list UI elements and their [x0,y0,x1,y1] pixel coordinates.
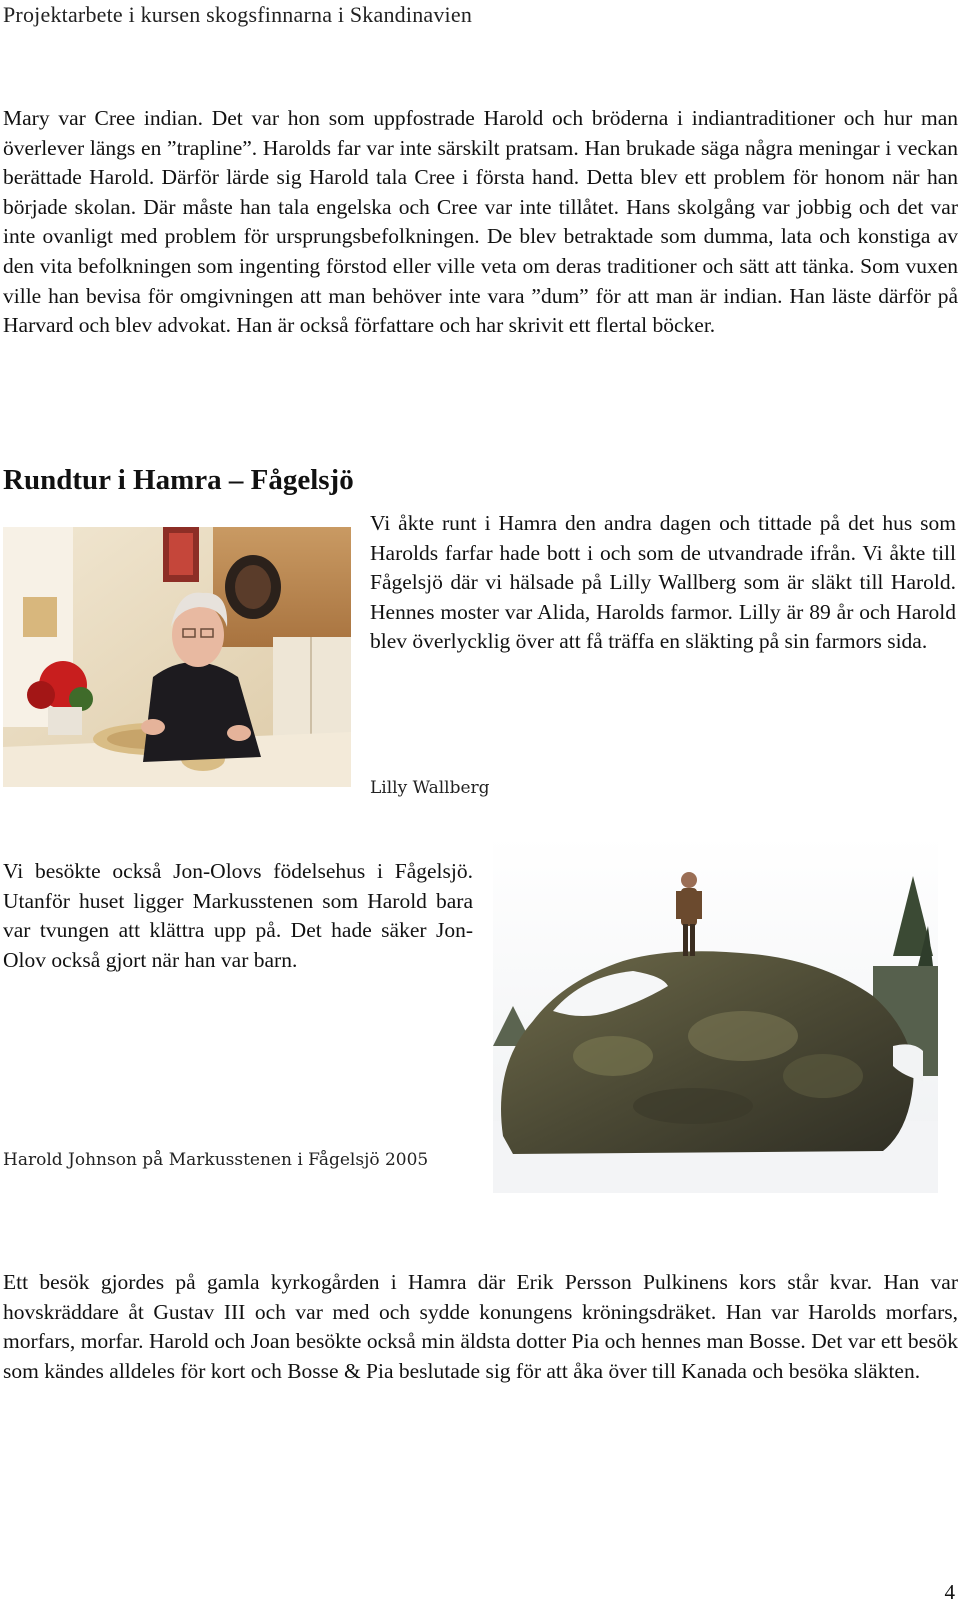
churchyard-paragraph: Ett besök gjordes på gamla kyrkogården i Hamra där Erik Persson Pulkinens kors står kvar. Han var hovskräddare åt Gustav III och var med och sydde konungens kröningsdräket. Han var Harolds morfars, morfars, morfar. Harold och Joan besökte också min äldsta dotter Pia och hennes man Bosse. Det var ett besök som kändes alldeles för kort och Bosse & Pia beslutade sig för att åka över till Kanada och besöka släkten. [3,1270,958,1383]
page-number: 4 [944,1580,955,1604]
photo-lilly-wallberg [3,527,351,787]
birthplace-paragraph: Vi besökte också Jon-Olovs födelsehus i Fågelsjö. Utanför huset ligger Markusstenen som Harold bara var tvungen att klättra upp på. Det hade säker Jon-Olov också gjort när han var barn. [3,859,473,972]
photo-caption-lilly: Lilly Wallberg [370,778,490,798]
section-heading: Rundtur i Hamra – Fågelsjö [3,464,354,496]
lilly-kitchen-illustration [3,527,351,787]
running-header: Projektarbete i kursen skogsfinnarna i Skandinavien [3,2,473,27]
intro-paragraph: Mary var Cree indian. Det var hon som uppfostrade Harold och bröderna i indiantraditioner och hur man överlever längs en ”trapline”. Harolds far var inte särskilt pratsam. Han brukade säga några meningar i veckan berättade Harold. Därför lärde sig Harold tala Cree i första hand. Detta blev ett problem för honom när han började skolan. Där måste han tala engelska och Cree var inte tillåtet. Hans skolgång var jobbig och det var inte ovanligt med problem för ursprungsbefolkningen. De blev betraktade som dumma, lata och konstiga av den vita befolkningen som ingenting förstod eller ville veta om deras traditioner och sätt att tänka. Som vuxen ville han bevisa för omgivningen att man behöver inte vara ”dum” för att man är indian. Han läste därför på Harvard och blev advokat. Han är också författare och har skrivit ett flertal böcker. [3,106,958,338]
photo-markusstenen [493,836,938,1193]
photo-caption-harold: Harold Johnson på Markusstenen i Fågelsjö 2005 [3,1150,429,1170]
hamra-paragraph: Vi åkte runt i Hamra den andra dagen och tittade på det hus som Harolds farfar hade bott i och som de utvandrade ifrån. Vi åkte till Fågelsjö där vi hälsade på Lilly Wallberg som är släkt till Harold. Hennes moster var Alida, Harolds farmor. Lilly är 89 år och Harold blev överlycklig över att få träffa en släkting på sin farmors sida. [370,511,956,654]
markusstenen-illustration [493,836,938,1193]
